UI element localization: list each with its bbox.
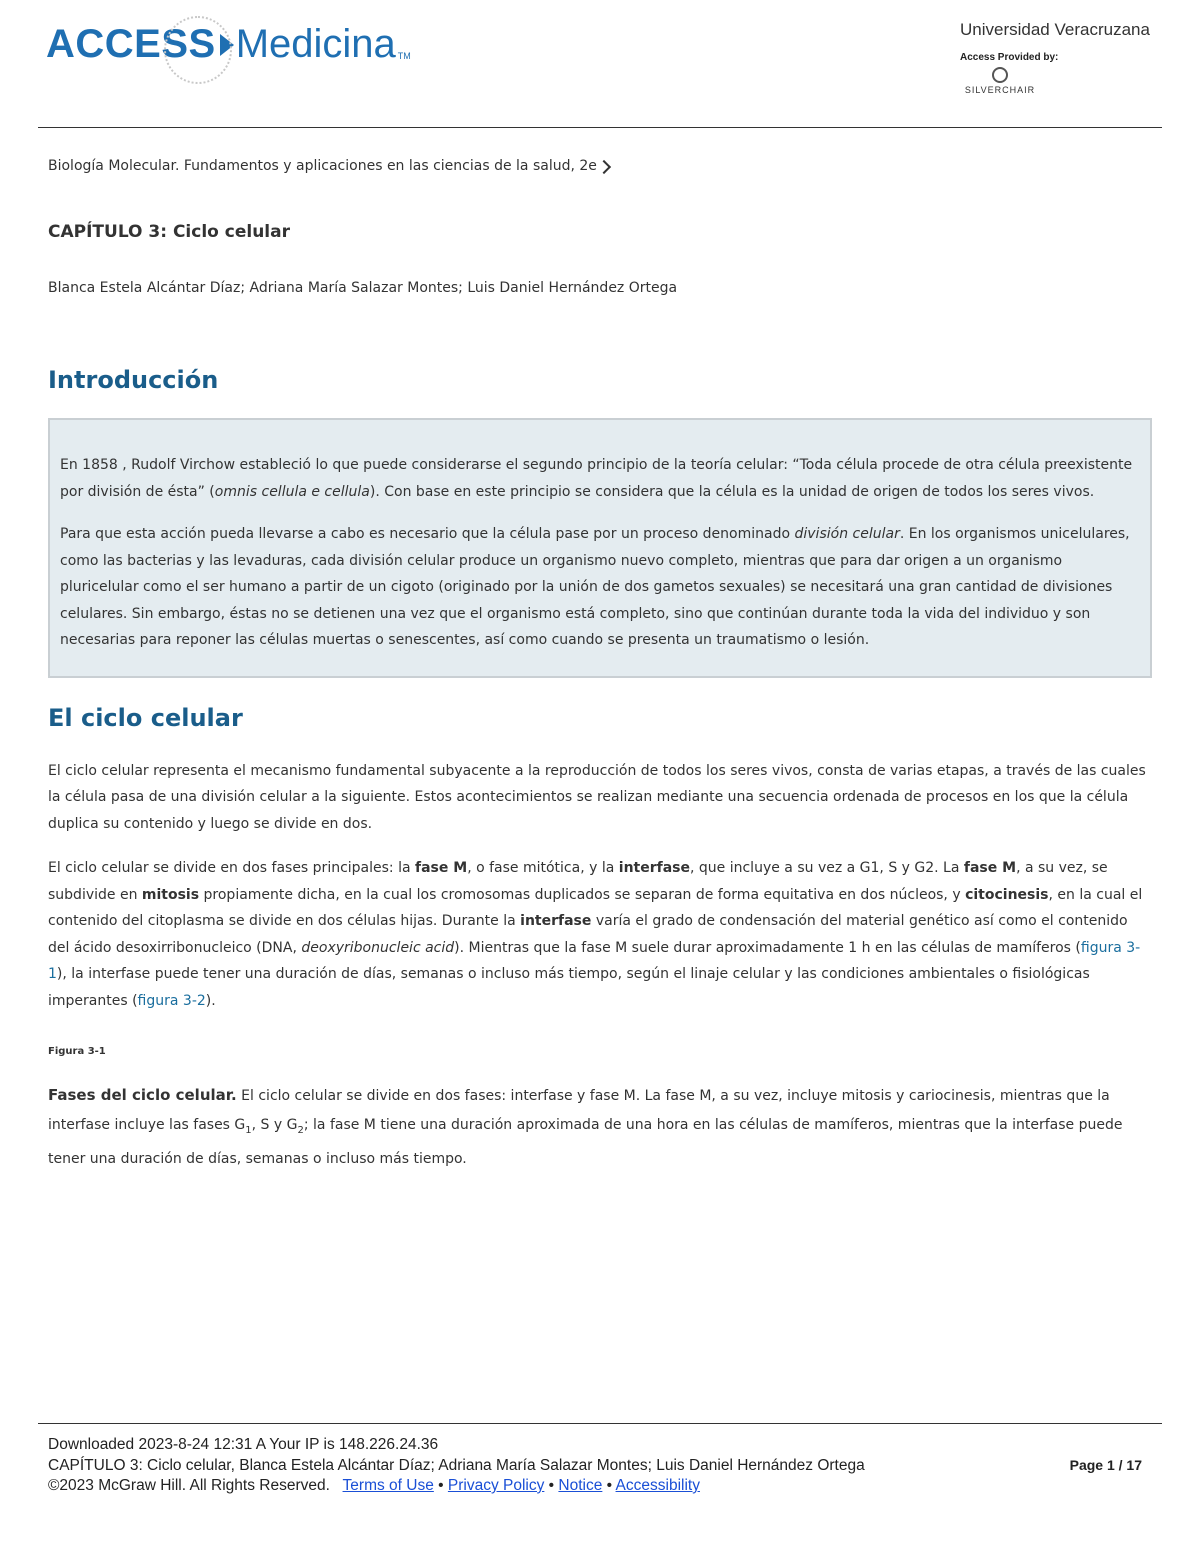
institution-block: [960, 20, 1152, 95]
figure-3-1-link[interactable]: figura 3-1: [48, 939, 1141, 982]
privacy-policy-link[interactable]: Privacy Policy: [447, 1477, 545, 1494]
intro-box: [48, 418, 1152, 678]
chevron-right-icon: [597, 159, 611, 173]
figure-caption-title: Fases del ciclo celular.: [48, 1086, 237, 1104]
term-fase-m: fase M: [415, 860, 468, 876]
footer-divider: [38, 1423, 1162, 1424]
terms-of-use-link[interactable]: Terms of Use: [342, 1477, 434, 1494]
notice-link[interactable]: Notice: [558, 1477, 603, 1494]
accessibility-link[interactable]: Accessibility: [615, 1477, 700, 1494]
figure-label: Figura 3-1: [48, 1046, 106, 1057]
chapter-authors: Blanca Estela Alcántar Díaz; Adriana María Salazar Montes; Luis Daniel Hernández Ortega: [48, 280, 678, 296]
intro-heading: Introducción: [48, 366, 219, 394]
term-interfase: interfase: [520, 913, 592, 929]
logo-access-text: ACCESS: [46, 22, 216, 66]
intro-paragraph-2: Para que esta acción pueda llevarse a cabo es necesario que la célula pase por un proceso denominado división celular. En los organismos unicelulares, como las bacterias y las levaduras, cada división celular produce un organismo nuevo completo, mientras que para dar origen a un organismo pluricelular como el ser humano a partir de un cigoto (originado por la unión de dos gametos sexuales) se necesitará una gran cantidad de divisiones celulares. Sin embargo, éstas no se detienen una vez que el organismo está completo, sino que continúan durante toda la vida del individuo y son necesarias para reponer las células muertas o senescentes, así como cuando se presenta un traumatismo o lesión.: [60, 526, 1130, 648]
term-citocinesis: citocinesis: [965, 886, 1049, 903]
logo-trademark: TM: [397, 51, 411, 61]
institution-name: Universidad Veracruzana: [960, 20, 1150, 39]
figure-caption: Fases del ciclo celular. El ciclo celular se divide en dos fases: interfase y fase M. La fase M, a su vez, incluye mitosis y cariocinesis, mientras que la interfase incluye las fases $G_1$, S y $G_2$; la fase M tiene una duración aproximada de una hora en las células de mamíferos, mientras que la interfase puede tener una duración de días, semanas o incluso más tiempo.: [48, 1086, 1123, 1167]
term-division-celular: división celular: [794, 526, 900, 542]
term-mitosis: mitosis: [141, 886, 200, 903]
silverchair-icon: [992, 67, 1008, 83]
accessmedicina-logo: [46, 22, 411, 67]
download-info: Downloaded 2023-8-24 12:31 A Your IP is 148.226.24.36: [48, 1436, 439, 1453]
logo-medicina-text: Medicina: [235, 22, 396, 66]
footer-links-row: ©2023 McGraw Hill. All Rights Reserved. Terms of Use • Privacy Policy • Notice • Accessibility: [48, 1477, 700, 1494]
term-interfase: interfase: [618, 860, 690, 876]
breadcrumb-book-title[interactable]: Biología Molecular. Fundamentos y aplicaciones en las ciencias de la salud, 2e: [48, 158, 597, 174]
page-footer: [48, 1435, 1142, 1497]
ciclo-paragraph-1: El ciclo celular representa el mecanismo fundamental subyacente a la reproducción de todos los seres vivos, consta de varias etapas, a través de las cuales la célula pasa de una división celular a la siguiente. Estos acontecimientos se realizan mediante una secuencia ordenada de procesos en los que la célula duplica su contenido y luego se divide en dos.: [48, 762, 1146, 832]
intro-paragraph-1: En 1858 , Rudolf Virchow estableció lo que puede considerarse el segundo principio de la teoría celular: “Toda célula procede de otra célula preexistente por división de ésta” (omnis cellula e cellula). Con base en este principio se considera que la célula es la unidad de origen de todos los seres vivos.: [60, 457, 1133, 500]
breadcrumb[interactable]: [48, 158, 1152, 174]
citation-line: CAPÍTULO 3: Ciclo celular, Blanca Estela Alcántar Díaz; Adriana María Salazar Montes; Luis Daniel Hernández Ortega: [48, 1456, 865, 1474]
page-number: Page 1 / 17: [1069, 1457, 1142, 1473]
latin-phrase: omnis cellula e cellula: [214, 483, 370, 500]
silverchair-logo: [960, 67, 1040, 95]
ciclo-paragraph-2: El ciclo celular se divide en dos fases principales: la fase M, o fase mitótica, y la interfase, que incluye a su vez a G1, S y G2. La fase M, a su vez, se subdivide en mitosis propiamente dicha, en la cual los cromosomas duplicados se separan de forma equitativa en dos núcleos, y citocinesis, en la cual el contenido del citoplasma se divide en dos células hijas. Durante la interfase varía el grado de condensación del material genético así como el contenido del ácido desoxirribonucleico (DNA, deoxyribonucleic acid). Mientras que la fase M suele durar aproximadamente 1 h en las células de mamíferos (figura 3-1), la interfase puede tener una duración de días, semanas o incluso más tiempo, según el linaje celular y las condiciones ambientales o fisiológicas imperantes (figura 3-2).: [48, 860, 1143, 1009]
main-content: [48, 158, 1152, 1174]
logo-ring-graphic: [164, 16, 232, 84]
figure-3-2-link[interactable]: figura 3-2: [137, 992, 206, 1009]
copyright-text: ©2023 McGraw Hill. All Rights Reserved.: [48, 1477, 330, 1494]
term-fase-m: fase M: [963, 860, 1017, 876]
silverchair-logo-text: SILVERCHAIR: [964, 85, 1036, 95]
term-dna: deoxyribonucleic acid: [301, 939, 455, 956]
access-provided-label: Access Provided by:: [960, 52, 1059, 63]
header-divider: [38, 127, 1162, 128]
ciclo-heading: El ciclo celular: [48, 703, 243, 732]
chapter-title: CAPÍTULO 3: Ciclo celular: [48, 222, 290, 242]
